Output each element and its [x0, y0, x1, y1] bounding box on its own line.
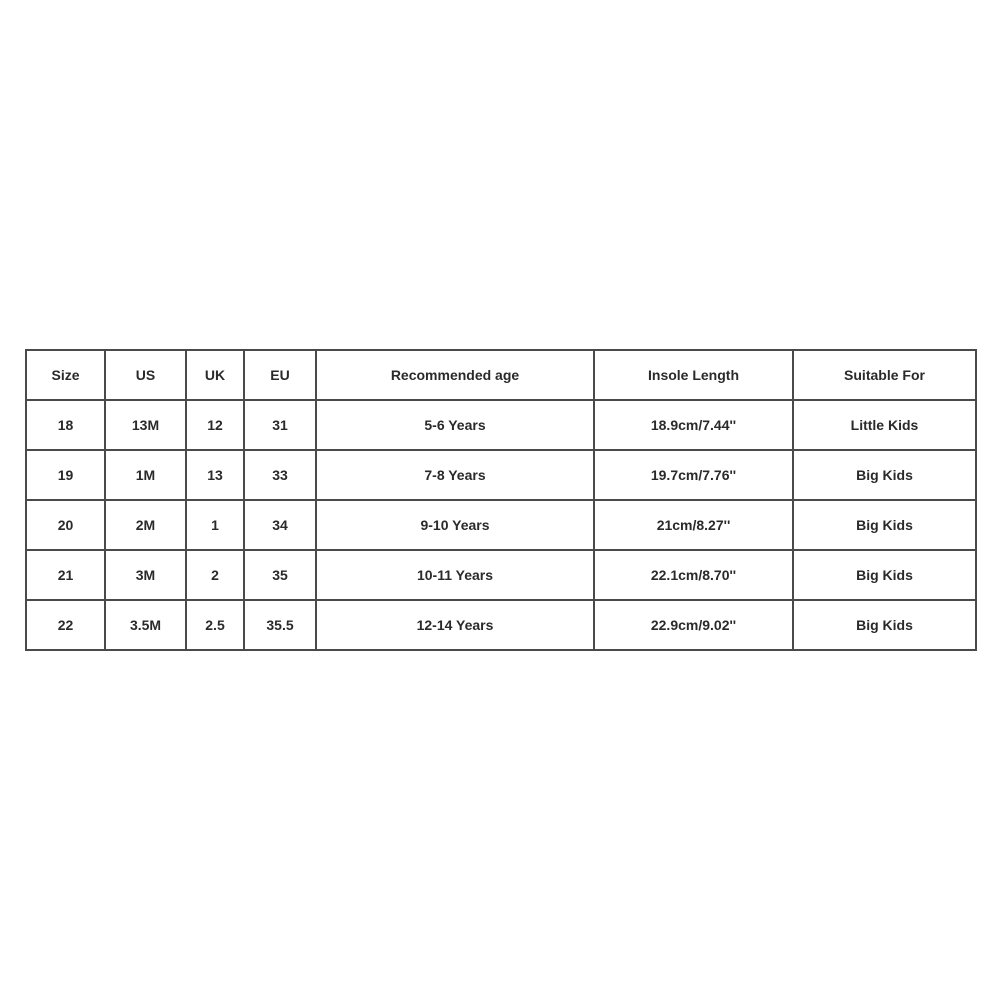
cell-uk: 2	[186, 550, 244, 600]
cell-size: 22	[26, 600, 105, 650]
cell-recommended-age: 7-8 Years	[316, 450, 594, 500]
cell-us: 3M	[105, 550, 186, 600]
cell-size: 20	[26, 500, 105, 550]
cell-recommended-age: 9-10 Years	[316, 500, 594, 550]
cell-size: 18	[26, 400, 105, 450]
table-row	[26, 450, 976, 500]
cell-size: 21	[26, 550, 105, 600]
cell-insole-length: 18.9cm/7.44''	[594, 400, 793, 450]
size-chart-table	[25, 349, 977, 651]
cell-insole-length: 22.1cm/8.70''	[594, 550, 793, 600]
cell-eu: 33	[244, 450, 316, 500]
cell-insole-length: 19.7cm/7.76''	[594, 450, 793, 500]
cell-eu: 34	[244, 500, 316, 550]
header-suitable-for: Suitable For	[793, 350, 976, 400]
header-eu: EU	[244, 350, 316, 400]
cell-suitable-for: Big Kids	[793, 500, 976, 550]
header-us: US	[105, 350, 186, 400]
cell-suitable-for: Big Kids	[793, 550, 976, 600]
header-size: Size	[26, 350, 105, 400]
cell-suitable-for: Big Kids	[793, 600, 976, 650]
cell-suitable-for: Little Kids	[793, 400, 976, 450]
table-row	[26, 400, 976, 450]
cell-eu: 35	[244, 550, 316, 600]
cell-eu: 31	[244, 400, 316, 450]
cell-us: 13M	[105, 400, 186, 450]
cell-recommended-age: 5-6 Years	[316, 400, 594, 450]
cell-us: 2M	[105, 500, 186, 550]
header-recommended-age: Recommended age	[316, 350, 594, 400]
table-row	[26, 500, 976, 550]
cell-uk: 13	[186, 450, 244, 500]
cell-uk: 2.5	[186, 600, 244, 650]
cell-recommended-age: 12-14 Years	[316, 600, 594, 650]
cell-eu: 35.5	[244, 600, 316, 650]
table-row	[26, 600, 976, 650]
cell-recommended-age: 10-11 Years	[316, 550, 594, 600]
cell-us: 3.5M	[105, 600, 186, 650]
cell-insole-length: 22.9cm/9.02''	[594, 600, 793, 650]
header-uk: UK	[186, 350, 244, 400]
cell-us: 1M	[105, 450, 186, 500]
cell-suitable-for: Big Kids	[793, 450, 976, 500]
table-row	[26, 550, 976, 600]
cell-uk: 1	[186, 500, 244, 550]
header-insole-length: Insole Length	[594, 350, 793, 400]
cell-uk: 12	[186, 400, 244, 450]
cell-insole-length: 21cm/8.27''	[594, 500, 793, 550]
table-header-row	[26, 350, 976, 400]
cell-size: 19	[26, 450, 105, 500]
